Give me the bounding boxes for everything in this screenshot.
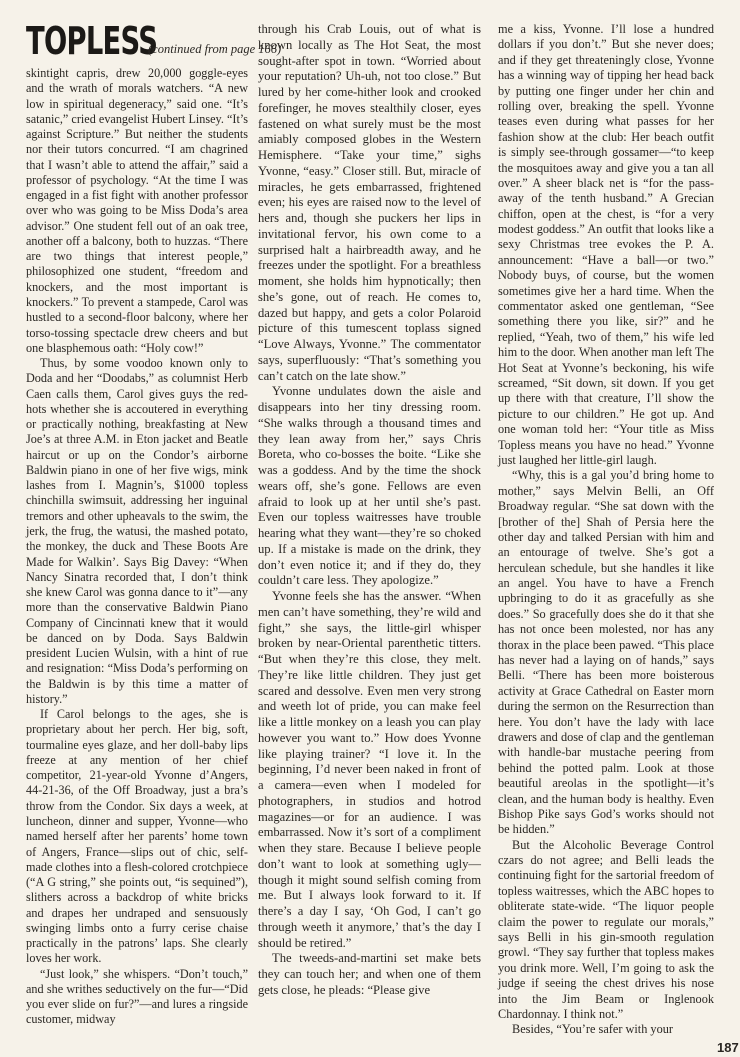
paragraph: The tweeds-and-martini set make bets they can touch her; and when one of them gets close, he pleads: “Please give: [258, 951, 481, 997]
paragraph: Thus, by some voodoo known only to Doda and her “Doodabs,” as columnist Herb Caen calls them, Carol gives guys the red-hots whether she is accoutered in everything or practically nothing, breakfasting at New Joe’s at three A.M. in Eton jacket and Beatle haircut or up on the Condor’s airborne Baldwin piano in one of her five wigs, mink lashes from I. Magnin’s, $1000 topless chinchilla swimsuit, addressing her inguinal tremors and other upheavals to the swim, the jerk, the frug, the watusi, the mashed potato, the monkey, the duck and These Boots Are Made for Walkin’. Says Big Davey: “When Nancy Sinatra recorded that, I don’t think she knew Carol was gonna dance to it”—any more than the conservative Baldwin Piano Company of Cincinnati knew that it would be danced on by Doda. Says Baldwin president Lucien Wulsin, with a hint of rue and resignation: “Miss Doda’s performing on the Baldwin is by this time a matter of history.”: [26, 356, 248, 706]
text-column-3: [498, 22, 714, 1038]
text-column-1: [26, 66, 248, 1028]
paragraph: skintight capris, drew 20,000 goggle-eyes and the wrath of morals watchers. “A new low in spiritual degeneracy,” said one. “It’s satanic,” cried evangelist Hubert Linsey. “It’s against Scripture.” But neither the students nor their tutors concurred. “I am chagrined that I wasn’t able to attend the affair,” said a professor of psychology. “At the time I was engaged in a fist fight with another professor over who was going to be Miss Doda’s area advisor.” One student fell out of an oak tree, another off a balcony, both to huzzas. “There are two things that interest people,” philosophized one student, “freedom and knockers, and the most important is knockers.” To prevent a stampede, Carol was hustled to a second-floor balcony, where her torso-tossing spectacle drew cheers and but one blasphemous oath: “Holy cow!”: [26, 66, 248, 355]
paragraph: through his Crab Louis, out of what is known locally as The Hot Seat, the most sought-after spot in town. “Worried about your reputation? Uh-uh, not too close.” But lured by her come-hither look and crooked forefinger, he moves stealthily closer, eyes fastened on what surely must be the most amiably composed globes in the Western Hemisphere. “Take your time,” sighs Yvonne, “easy.” Closer still. But, miracle of miracles, he gets embarrassed, frightened even; his eyes are raised now to the level of hers and, though she puckers her lips in invitational fervor, his own come to a surprised halt a hairbreadth away, and he freezes under the spotlight. For a breathless moment, she holds him hypnotically; then she’s gone, out of reach. He comes to, dazed but happy, and gets a color Polaroid picture of this tumescent toplass signed “Love Always, Yvonne.” The commentator says, superfluously: “That’s something you can’t catch on the late show.”: [258, 22, 481, 383]
paragraph: “Just look,” she whispers. “Don’t touch,” and she writhes seductively on the fur—“Did you ever slide on fur?”—and lures a ringside customer, midway: [26, 966, 248, 1027]
page-number: 187: [717, 1040, 739, 1055]
paragraph: If Carol belongs to the ages, she is proprietary about her perch. Her big, soft, tourmaline eyes glaze, and her doll-baby lips freeze at any mention of her chief competitor, 21-year-old Yvonne d’Angers, 44-21-36, of the Off Broadway, just a bra’s throw from the Condor. Six days a week, at luncheon, dinner and supper, Yvonne—who named herself after her parents’ home town of Angers, France—slips out of chic, self-made clothes into a flesh-colored crotchpiece (“A G string,” she points out, “is sequined”), slithers across a backdrop of white bricks and drapes her undraped and sensuously swinging limbs onto a furry cerise chaise practically in the patrons’ laps. She clearly loves her work.: [26, 707, 248, 966]
article-header: [26, 19, 282, 63]
paragraph: “Why, this is a gal you’d bring home to mother,” says Melvin Belli, an Off Broadway regular. “She sat down with the [brother of the] Shah of Persia here the other day and talked Persian with him and an entourage of twelve. She’s got a herculean schedule, but she handles it like an angel. You have to have a French upbringing to do it as gracefully as she does.” So gracefully does she do it that she has not once been molested, nor has any thorax in the place been pawed. “This place has never had a laying on of hands,” says Belli. “There has been more boisterous activity at Grace Cathedral on Easter morn during the sermon on the Resurrection than here. You don’t have the lady with lace drawers and dose of clap and the gentleman with handle-bar mustache peering from behind the potted palm. Look at those beautiful areolas in the spotlight—it’s clean, and the human body is healthy. Even Bishop Pike says God’s works should not be hidden.”: [498, 468, 714, 837]
paragraph: But the Alcoholic Beverage Control czars do not agree; and Belli leads the continuing fight for the sartorial freedom of topless waitresses, which the ABC hopes to obliterate state-wide. “The liquor people claim the power to regulate our morals,” says Belli in his gin-smooth regulation growl. “They say further that topless makes you drink more. Well, I’m going to ask the judge if seeing the chest drives his nose into the Jim Beam or Inglenook Chardonnay. I think not.”: [498, 837, 714, 1021]
article-title: TOPLESS: [26, 19, 158, 63]
paragraph: Besides, “You’re safer with your: [512, 1022, 673, 1037]
paragraph: Yvonne undulates down the aisle and disappears into her tiny dressing room. “She walks through a thousand times and they lean away from her,” says Chris Boreta, who co-bosses the boite. “Like she was a goddess. And by the time the shock wears off, she’s gone. Fellows are even afraid to look up at her until she’s past. Even our topless waitresses have trouble hearing what they want—they’re so choked up. If a mistake is made on the drink, they don’t even notice it; and if they do, they couldn’t care less. They apologize.”: [258, 384, 481, 588]
paragraph: me a kiss, Yvonne. I’ll lose a hundred dollars if you don’t.” But she never does; and if they get threateningly close, Yvonne has a winning way of tipping her head back by putting one finger under her chin and rolling over, breaking the spell. Yvonne teases even during what passes for her fashion show at the club: Her beach outfit is simply see-through gossamer—“to keep the mosquitoes away and give you a tan all over.” A sheer black net is “for the pass-away of the tenth husband.” A Grecian chiffon, open at the chest, is “for a very modest goddess.” An outfit that looks like a sexy Christmas tree evokes the P. A. announcement: “Have a ball—or two.” Nobody buys, of course, but the women sometimes give her a hard time. When the commentator asked one gentleman, “See something there you like, sir?” and he replied, “Yeah, two of them,” his wife led him to the door. When another man left The Hot Seat at Yvonne’s beckoning, his wife screamed, “Sit down, sit down. If you get up there with that creature, I’ll show the picture to our children.” He got up. And one woman told her: “Your title as Miss Topless means you have no head.” Yvonne just laughed her little-girl laugh.: [498, 22, 714, 467]
continuation-note: (continued from page 166): [148, 42, 282, 56]
paragraph: Yvonne feels she has the answer. “When men can’t have something, they’re wild and fight,” she says, the little-girl whisper broken by near-Oriental parenthetic titters. “But when they’re this close, they melt. They’re like little children. They just get scared and dessolve. Even men very strong and weeth lot of pride, you can make feel like a little monkey on a leash you can play however you want to.” How does Yvonne like playing trainer? “I love it. In the beginning, I’d never been naked in front of a camera—even when I modeled for photographers, in studios and hotrod magazines—or for an audience. I was embarrassed. Now it’s sort of a compliment when they stare. Because I believe people don’t want to look at something ugly—though it might sound selfish coming from me. But I always look forward to it. If there’s a day I say, ‘Oh God, I can’t go through weeth it anymore,’ that’s the day I should be retired.”: [258, 589, 481, 950]
text-column-2: [258, 22, 481, 999]
